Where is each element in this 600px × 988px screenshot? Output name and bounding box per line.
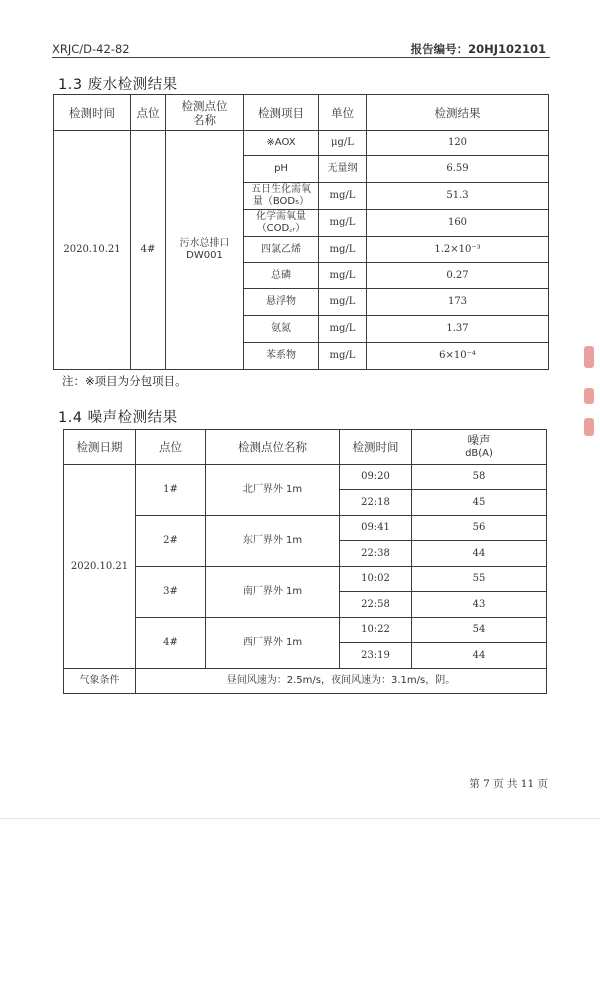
unit-cell: mg/L <box>319 316 367 343</box>
wastewater-date: 2020.10.21 <box>54 131 131 370</box>
value-cell: 43 <box>412 592 547 618</box>
point-cell: 1# <box>136 465 206 516</box>
point-cell: 3# <box>136 567 206 618</box>
table-row <box>64 516 547 541</box>
header-divider <box>52 57 550 58</box>
result-cell: 6×10⁻⁴ <box>367 343 549 370</box>
seal-stamp-mark <box>584 418 594 436</box>
location-cell: 东厂界外 1m <box>206 516 340 567</box>
item-cell: 四氯乙烯 <box>244 237 319 263</box>
item-cell: ※AOX <box>244 131 319 156</box>
weather-text: 昼间风速为：2.5m/s，夜间风速为：3.1m/s，阴。 <box>136 669 547 694</box>
item-cell: 氨氮 <box>244 316 319 343</box>
unit-cell: mg/L <box>319 289 367 316</box>
noise-header-row <box>64 430 547 465</box>
value-cell: 44 <box>412 541 547 567</box>
result-cell: 51.3 <box>367 183 549 210</box>
item-cell: 悬浮物 <box>244 289 319 316</box>
report-number: 报告编号：20HJ102101 <box>410 42 546 56</box>
col-header-unit: 单位 <box>319 95 367 131</box>
col-header-date: 检测日期 <box>64 430 136 465</box>
weather-row <box>64 669 547 694</box>
unit-cell: mg/L <box>319 343 367 370</box>
unit-cell: mg/L <box>319 263 367 289</box>
table-row <box>64 618 547 643</box>
noise-table <box>63 429 547 694</box>
result-cell: 1.2×10⁻³ <box>367 237 549 263</box>
col-header-time: 检测时间 <box>54 95 131 131</box>
time-cell: 22:58 <box>340 592 412 618</box>
table-row <box>64 567 547 592</box>
value-cell: 55 <box>412 567 547 592</box>
unit-cell: 无量纲 <box>319 156 367 183</box>
document-code: XRJC/D-42-82 <box>52 42 130 56</box>
item-cell: 五日生化需氧量（BOD₅） <box>244 183 319 210</box>
wastewater-table <box>53 94 549 370</box>
result-cell: 173 <box>367 289 549 316</box>
value-cell: 54 <box>412 618 547 643</box>
time-cell: 09:20 <box>340 465 412 490</box>
unit-cell: mg/L <box>319 237 367 263</box>
page-number: 第 7 页 共 11 页 <box>469 778 548 790</box>
col-header-result: 检测结果 <box>367 95 549 131</box>
time-cell: 10:22 <box>340 618 412 643</box>
col-header-item: 检测项目 <box>244 95 319 131</box>
noise-date: 2020.10.21 <box>64 465 136 669</box>
seal-stamp-mark <box>584 346 594 368</box>
time-cell: 09:41 <box>340 516 412 541</box>
point-cell: 4# <box>136 618 206 669</box>
wastewater-point: 4# <box>131 131 166 370</box>
col-header-noise <box>412 430 547 465</box>
col-header-point: 点位 <box>136 430 206 465</box>
wastewater-header-row <box>54 95 549 131</box>
time-cell: 22:18 <box>340 490 412 516</box>
item-cell: pH <box>244 156 319 183</box>
noise-section-title: 1.4 噪声检测结果 <box>58 410 178 426</box>
time-cell: 22:38 <box>340 541 412 567</box>
col-header-point: 点位 <box>131 95 166 131</box>
value-cell: 56 <box>412 516 547 541</box>
result-cell: 1.37 <box>367 316 549 343</box>
time-cell: 23:19 <box>340 643 412 669</box>
result-cell: 120 <box>367 131 549 156</box>
location-cell: 北厂界外 1m <box>206 465 340 516</box>
result-cell: 0.27 <box>367 263 549 289</box>
unit-cell: mg/L <box>319 183 367 210</box>
location-cell: 南厂界外 1m <box>206 567 340 618</box>
subcontract-note: 注：※项目为分包项目。 <box>62 374 187 388</box>
seal-stamp-mark <box>584 388 594 404</box>
weather-label: 气象条件 <box>64 669 136 694</box>
table-row <box>54 131 549 156</box>
value-cell: 58 <box>412 465 547 490</box>
item-cell: 苯系物 <box>244 343 319 370</box>
col-header-location: 检测点位名称 <box>206 430 340 465</box>
location-cell: 西厂界外 1m <box>206 618 340 669</box>
noise-header-label: 噪声 <box>467 433 491 447</box>
item-cell: 总磷 <box>244 263 319 289</box>
unit-cell: μg/L <box>319 131 367 156</box>
point-cell: 2# <box>136 516 206 567</box>
unit-cell: mg/L <box>319 210 367 237</box>
item-cell: 化学需氧量（COD꜀ᵣ） <box>244 210 319 237</box>
col-header-location: 检测点位名称 <box>166 95 244 131</box>
col-header-time: 检测时间 <box>340 430 412 465</box>
result-cell: 6.59 <box>367 156 549 183</box>
table-row <box>64 465 547 490</box>
value-cell: 45 <box>412 490 547 516</box>
time-cell: 10:02 <box>340 567 412 592</box>
wastewater-location: 污水总排口DW001 <box>166 131 244 370</box>
value-cell: 44 <box>412 643 547 669</box>
result-cell: 160 <box>367 210 549 237</box>
noise-unit-label: dB(A) <box>465 448 493 459</box>
wastewater-section-title: 1.3 废水检测结果 <box>58 77 178 93</box>
